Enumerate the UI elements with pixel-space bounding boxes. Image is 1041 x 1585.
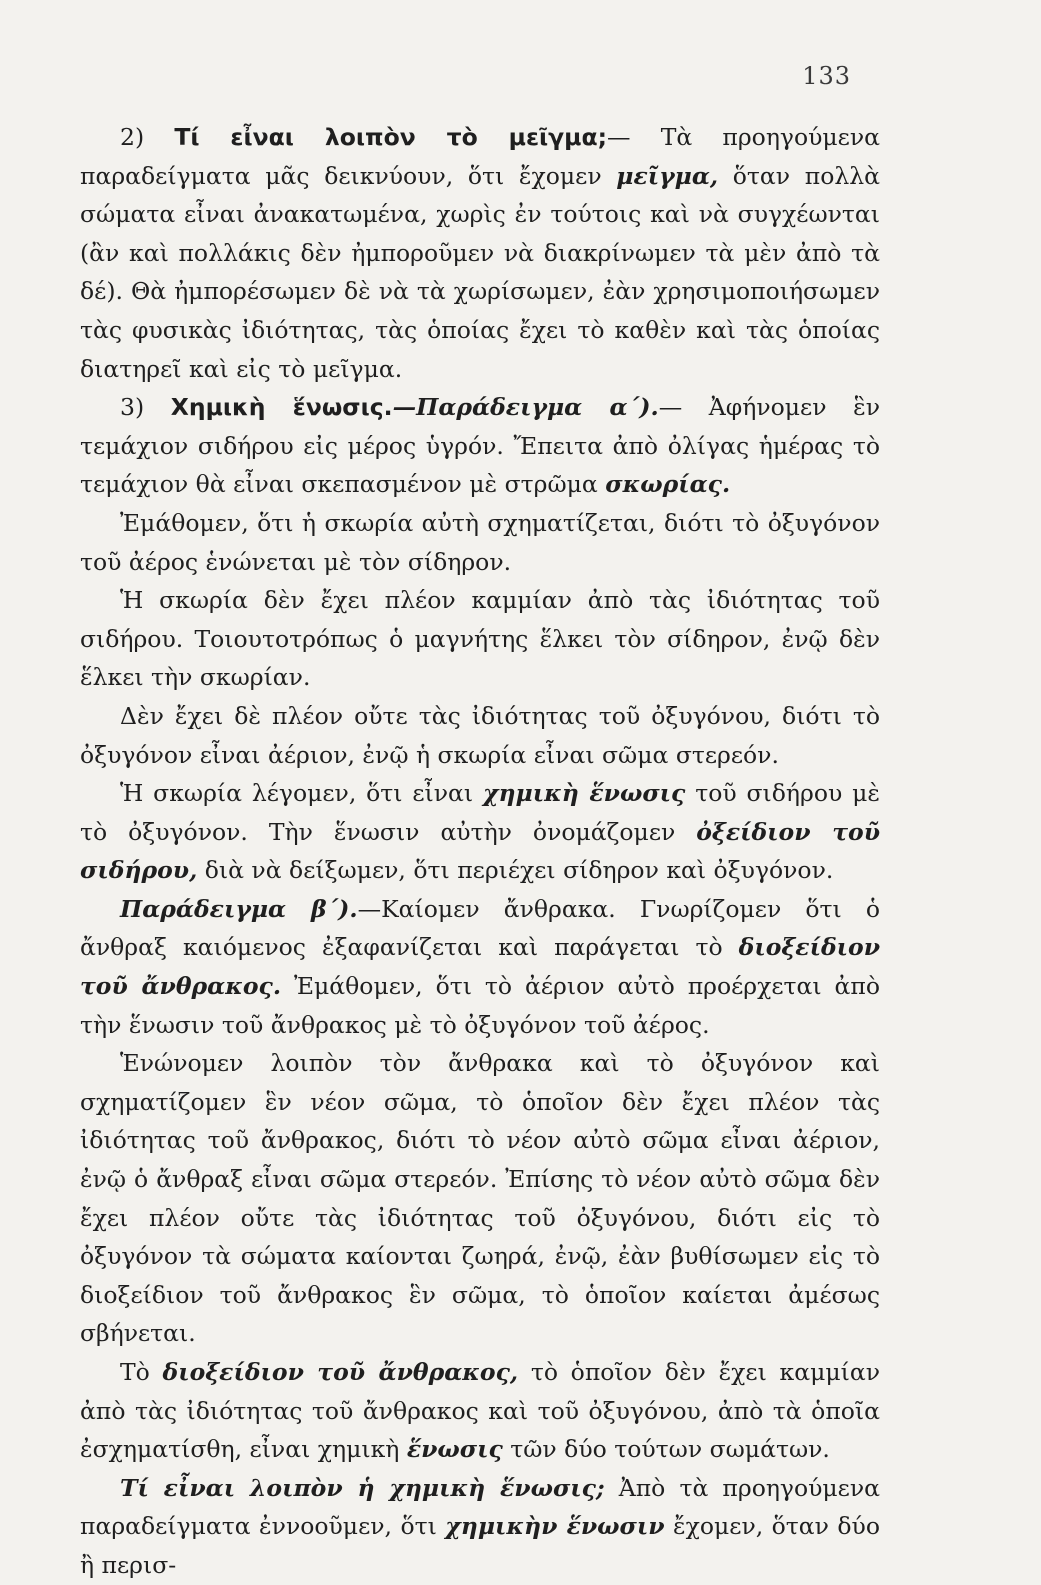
emphasis-term: διοξείδιον τοῦ ἄνθρακος, bbox=[162, 1358, 519, 1386]
text-run: τῶν δύο τούτων σωμάτων. bbox=[502, 1435, 830, 1464]
text-run: Ἀπὸ τὰ προηγούμενα παραδείγματα ἐννοοῦμεν, ὅτι bbox=[80, 1473, 880, 1541]
text-run: ἔχομεν, ὅταν δύο ἢ περισ- bbox=[80, 1512, 880, 1579]
example-label: Παράδειγμα β΄). bbox=[120, 894, 358, 923]
text-run: Ἡ σκωρία λέγομεν, ὅτι εἶναι bbox=[120, 779, 483, 808]
paragraph: Ἑνώνομεν λοιπὸν τὸν ἄνθρακα καὶ τὸ ὀξυγόνον καὶ σχηματίζομεν ἓν νέον σῶμα, τὸ ὁποῖον δὲν ἔχει πλέον τὰς ἰδιότητας τοῦ ἄνθρακος, διότι τὸ νέον αὐτὸ σῶμα εἶναι ἀέριον, ἐνῷ ὁ ἄνθραξ εἶναι σῶμα στερεόν. Ἐπίσης τὸ νέον αὐτὸ σῶμα δὲν ἔχει πλέον οὔτε τὰς ἰδιότητας τοῦ ὀξυγόνου, διότι εἰς τὸ ὀξυγόνον τὰ σώματα καίονται ζωηρά, ἐνῷ, ἐὰν βυθίσωμεν εἰς τὸ διοξείδιον τοῦ ἄνθρακος ἓν σῶμα, τὸ ὁποῖον καίεται ἀμέσως σβήνεται. bbox=[80, 1049, 880, 1348]
paragraph: Ἡ σκωρία δὲν ἔχει πλέον καμμίαν ἀπὸ τὰς ἰδιότητας τοῦ σιδήρου. Τοιουτοτρόπως ὁ μαγνήτης ἕλκει τὸν σίδηρον, ἐνῷ δὲν ἕλκει τὴν σκωρίαν. bbox=[80, 586, 880, 692]
emphasis-term: μεῖγμα, bbox=[616, 161, 719, 190]
paragraph-iron-oxide bbox=[80, 774, 880, 890]
text-run: —Καίομεν ἄνθρακα. Γνωρίζομεν ὅτι ὁ ἄνθραξ καιόμενος ἐξαφανίζεται καὶ παράγεται τὸ bbox=[80, 894, 880, 962]
text-run: Τὸ bbox=[120, 1358, 163, 1386]
paragraph-carbon-dioxide bbox=[80, 1353, 880, 1469]
text-run: τοῦ σιδήρου μὲ τὸ ὀξυγόνον. Τὴν ἕνωσιν αὐτὴν ὀνομάζομεν bbox=[80, 779, 880, 846]
text-run: — Τὰ προηγούμενα παραδείγματα μᾶς δεικνύουν, ὅτι ἔχομεν bbox=[80, 123, 880, 190]
page-body bbox=[80, 118, 880, 1585]
paragraph-example-b bbox=[80, 890, 880, 1044]
page-number: 133 bbox=[802, 62, 851, 90]
emphasis-term: χημικὴ ἕνωσις bbox=[483, 779, 686, 808]
example-label: —Παράδειγμα α΄). bbox=[392, 393, 659, 422]
emphasis-term: διοξείδιον τοῦ ἄνθρακος. bbox=[80, 933, 880, 1001]
text-run: — Ἀφήνομεν ἓν τεμάχιον σιδήρου εἰς μέρος ὑγρόν. Ἔπειτα ἀπὸ ὀλίγας ἡμέρας τὸ τεμάχιον θὰ εἶναι σκεπασμένον μὲ στρῶμα bbox=[80, 393, 880, 499]
question-heading: Τί εἶναι λοιπὸν ἡ χημικὴ ἕνωσις; bbox=[120, 1473, 605, 1502]
text-run: διὰ νὰ δείξωμεν, ὅτι περιέχει σίδηρον καὶ ὀξυγόνον. bbox=[197, 856, 834, 885]
section-number: 3) bbox=[120, 393, 145, 422]
emphasis-term: σκωρίας. bbox=[605, 470, 731, 499]
text-run: Ἐμάθομεν, ὅτι τὸ ἀέριον αὐτὸ προέρχεται ἀπὸ τὴν ἕνωσιν τοῦ ἄνθρακος μὲ τὸ ὀξυγόνον τοῦ ἀέρος. bbox=[80, 972, 880, 1039]
section-heading-chemical-compound: Χημικὴ ἕνωσις. bbox=[170, 393, 393, 422]
emphasis-term: χημικὴν ἕνωσιν bbox=[445, 1512, 665, 1541]
emphasis-term: ὀξείδιον τοῦ σιδήρου, bbox=[80, 817, 881, 885]
paragraph: Ἐμάθομεν, ὅτι ἡ σκωρία αὐτὴ σχηματίζεται, διότι τὸ ὀξυγόνον τοῦ ἀέρος ἑνώνεται μὲ τὸν σίδηρον. bbox=[80, 508, 880, 576]
paragraph-chemical-compound-question bbox=[80, 1469, 880, 1585]
emphasis-term: ἕνωσις bbox=[406, 1435, 503, 1464]
text-run: τὸ ὁποῖον δὲν ἔχει καμμίαν ἀπὸ τὰς ἰδιότητας τοῦ ἄνθρακος καὶ τοῦ ὀξυγόνου, ἀπὸ τὰ ὁποῖα ἐσχηματίσθη, εἶναι χημικὴ bbox=[80, 1358, 880, 1464]
section-heading-mixture: Τί εἶναι λοιπὸν τὸ μεῖγμα; bbox=[174, 123, 608, 151]
paragraph-mixture-definition bbox=[80, 118, 880, 388]
paragraph-chemical-compound-example-a bbox=[80, 388, 880, 504]
section-number: 2) bbox=[120, 123, 145, 151]
text-run: ὅταν πολλὰ σώματα εἶναι ἀνακατωμένα, χωρὶς ἐν τούτοις καὶ νὰ συγχέωνται (ἂν καὶ πολλάκις δὲν ἠμποροῦμεν νὰ διακρίνωμεν τὰ μὲν ἀπὸ τὰ δέ). Θὰ ἠμπορέσωμεν δὲ νὰ τὰ χωρίσωμεν, ἐὰν χρησιμοποιήσωμεν τὰς φυσικὰς ἰδιότητας, τὰς ὁποίας ἔχει τὸ καθὲν καὶ τὰς ὁποίας διατηρεῖ καὶ εἰς τὸ μεῖγμα. bbox=[80, 161, 880, 383]
paragraph: Δὲν ἔχει δὲ πλέον οὔτε τὰς ἰδιότητας τοῦ ὀξυγόνου, διότι τὸ ὀξυγόνον εἶναι ἀέριον, ἐνῷ ἡ σκωρία εἶναι σῶμα στερεόν. bbox=[80, 701, 880, 769]
